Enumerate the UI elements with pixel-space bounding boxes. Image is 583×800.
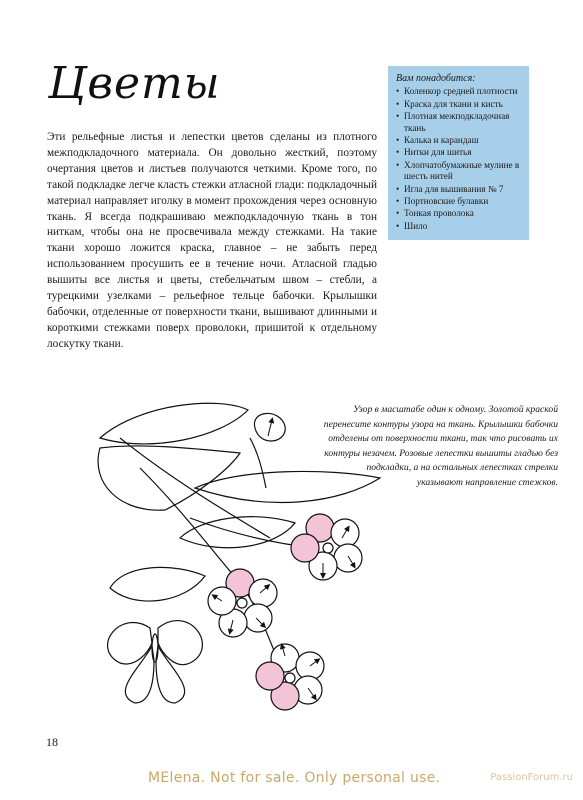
supply-item: • Калька и карандаш xyxy=(396,135,523,146)
body-text: Эти рельефные листья и лепестки цветов сделаны из плотного межподкладочного материала. Он довольно жесткий, поэтому очертания цветов и листьев получаются четкими. Кроме того, по такой подкладке легче класть стежки атласной глади: подкладочный материал направляет иголку в момент прохождения через основную ткань. Я всегда подкрашиваю межподкладочную ткань в тон ниткам, чтобы она не просвечивала между стежками. На такие ткани хорошо ложится краска, главное – не забыть перед использованием просушить ее в течение ночи. Атласной гладью вышиты все листья и цветы, стебельчатым швом – стебли, а турецкими узелками – рельефное тельце бабочки. Крылышки бабочки, отделенные от поверхности ткани, вышивают длинными и короткими стежками поверх проволоки, пришитой к отдельному лоскутку ткани. xyxy=(47,131,377,350)
supplies-box xyxy=(388,66,529,240)
page-number: 18 xyxy=(46,735,58,749)
flower-shape xyxy=(291,514,362,580)
leaf-shape xyxy=(98,446,240,510)
supplies-list xyxy=(396,86,523,232)
supply-item: • Тонкая проволока xyxy=(396,208,523,219)
embroidery-pattern-illustration xyxy=(80,398,390,728)
site-name: PassionForum.ru xyxy=(490,772,573,783)
supply-item: • Игла для вышивания № 7 xyxy=(396,184,523,195)
stem-line xyxy=(250,438,266,488)
stem-line xyxy=(140,468,240,583)
supply-item: • Плотная межподкладочная ткань xyxy=(396,111,523,134)
supply-item: • Коленкор средней плотности xyxy=(396,86,523,97)
supply-item: • Краска для ткани и кисть xyxy=(396,99,523,110)
leaf-shape xyxy=(100,403,248,444)
supply-item: • Портновские булавки xyxy=(396,196,523,207)
leaf-shape xyxy=(110,567,205,601)
supply-item: • Шило xyxy=(396,221,523,232)
flower-shape xyxy=(208,569,277,637)
supply-item: • Хлопчатобумажные мулине в шесть нитей xyxy=(396,160,523,183)
pattern-caption: Узор в масштабе один к одному. Золотой краской перенесите контуры узора на ткань. Крылышки бабочки отделены от поверхности ткани, так что рисовать их контуры незачем. Розовые лепестки вышиты гладью без подкладки, а на остальных лепестках стрелки указывают направление стежков. xyxy=(323,404,558,488)
leaf-shape xyxy=(195,471,380,502)
watermark-text: MElena. Not for sale. Only personal use. xyxy=(148,770,441,786)
butterfly-shape xyxy=(108,621,203,703)
supplies-title: Вам понадобится: xyxy=(396,73,476,84)
flower-shape xyxy=(256,644,324,710)
arrow-icon xyxy=(268,420,272,436)
page-title: Цветы xyxy=(48,58,221,109)
supply-item: • Нитки для шитья xyxy=(396,147,523,158)
